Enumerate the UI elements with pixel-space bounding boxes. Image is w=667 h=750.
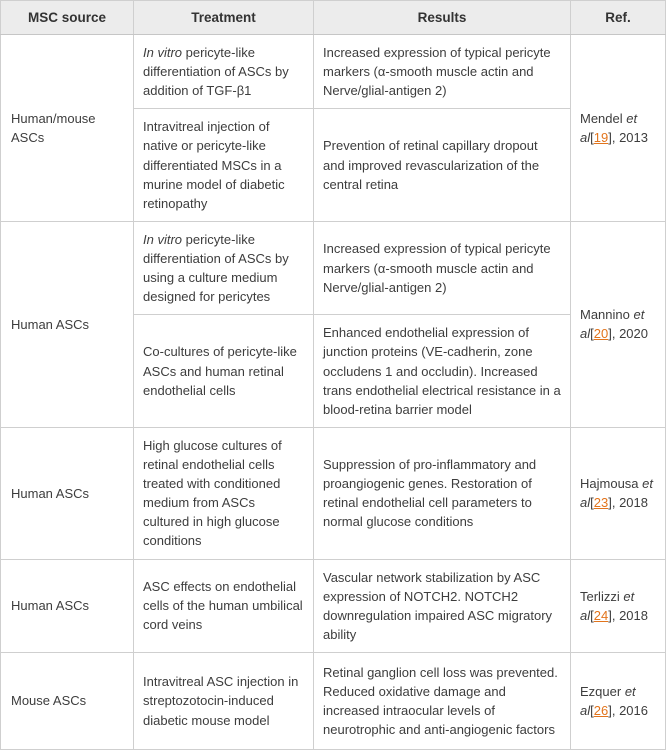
ref-bracket-close: ] [608, 702, 612, 718]
ref-year: , 2020 [611, 326, 648, 342]
msc-source-cell: Human ASCs [1, 221, 134, 427]
table-row [1, 559, 666, 652]
ref-bracket-open: [ [590, 495, 594, 511]
msc-source-cell: Mouse ASCs [1, 652, 134, 749]
ref-bracket-open: [ [590, 702, 594, 718]
ref-bracket-close: ] [608, 607, 612, 623]
ref-year: , 2016 [611, 702, 648, 718]
treatment-text: Intravitreal ASC injection in streptozotocin-induced diabetic mouse model [143, 674, 299, 728]
results-cell: Retinal ganglion cell loss was prevented. Reduced oxidative damage and increased intraocular levels of neurotrophic and anti-angiogenic factors [314, 652, 571, 749]
ref-year: , 2018 [611, 607, 648, 623]
ref-cell [571, 221, 666, 427]
ref-year: , 2013 [611, 129, 648, 145]
treatment-text: pericyte-like differentiation of ASCs by addition of TGF-β1 [143, 45, 289, 99]
results-cell: Increased expression of typical pericyte markers (α-smooth muscle actin and Nerve/glial-antigen 2) [314, 221, 571, 314]
results-cell: Increased expression of typical pericyte markers (α-smooth muscle actin and Nerve/glial-antigen 2) [314, 35, 571, 109]
table-row [1, 35, 666, 109]
results-cell: Enhanced endothelial expression of junction proteins (VE-cadherin, zone occludens 1 and occludin). Increased trans endothelial electrical resistance in a blood-retina barrier model [314, 315, 571, 428]
ref-bracket-close: ] [608, 129, 612, 145]
msc-source-cell: Human/mouse ASCs [1, 35, 134, 222]
reference-link[interactable]: 23 [593, 495, 609, 511]
ref-cell [571, 559, 666, 652]
results-cell: Suppression of pro-inflammatory and proangiogenic genes. Restoration of retinal endothelial cell parameters to normal glucose conditions [314, 427, 571, 559]
ref-bracket-open: [ [590, 607, 594, 623]
ref-cell [571, 652, 666, 749]
treatment-text: Intravitreal injection of native or pericyte-like differentiated MSCs in a murine model of diabetic retinopathy [143, 119, 285, 211]
treatment-cell [134, 109, 314, 222]
ref-cell [571, 427, 666, 559]
msc-source-cell: Human ASCs [1, 427, 134, 559]
results-cell: Prevention of retinal capillary dropout and improved revascularization of the central retina [314, 109, 571, 222]
ref-author: Terlizzi [580, 588, 620, 604]
col-header-results: Results [314, 1, 571, 35]
ref-etal: et al [580, 110, 638, 145]
treatment-text: High glucose cultures of retinal endothelial cells treated with conditioned medium from ASCs cultured in high glucose conditions [143, 437, 282, 549]
ref-author: Hajmousa [580, 476, 639, 492]
ref-etal: et al [580, 476, 653, 511]
treatment-italic-text: In vitro [143, 45, 183, 60]
table-row [1, 652, 666, 749]
treatment-cell [134, 652, 314, 749]
ref-author: Mendel [580, 110, 623, 126]
reference-link[interactable]: 26 [593, 702, 609, 718]
treatment-text: Co-cultures of pericyte-like ASCs and human retinal endothelial cells [143, 344, 297, 398]
msc-source-cell: Human ASCs [1, 559, 134, 652]
reference-link[interactable]: 20 [593, 326, 609, 342]
ref-bracket-open: [ [590, 129, 594, 145]
ref-bracket-close: ] [608, 326, 612, 342]
ref-etal: et al [580, 588, 635, 623]
treatment-cell [134, 221, 314, 314]
ref-author: Ezquer [580, 683, 622, 699]
table-row [1, 221, 666, 314]
col-header-treatment: Treatment [134, 1, 314, 35]
ref-cell [571, 35, 666, 222]
treatment-text: pericyte-like differentiation of ASCs by using a culture medium designed for pericytes [143, 231, 289, 305]
ref-author: Mannino [580, 307, 630, 323]
treatment-cell [134, 315, 314, 428]
col-header-ref: Ref. [571, 1, 666, 35]
col-header-msc-source: MSC source [1, 1, 134, 35]
ref-year: , 2018 [611, 495, 648, 511]
ref-etal: et al [580, 683, 636, 718]
results-cell: Vascular network stabilization by ASC expression of NOTCH2. NOTCH2 downregulation impaired ASC migratory ability [314, 559, 571, 652]
table-row [1, 427, 666, 559]
treatment-cell [134, 35, 314, 109]
ref-bracket-open: [ [590, 326, 594, 342]
treatment-cell [134, 427, 314, 559]
treatment-text: ASC effects on endothelial cells of the human umbilical cord veins [143, 579, 303, 633]
reference-link[interactable]: 24 [593, 607, 609, 623]
treatment-italic-text: In vitro [143, 231, 183, 247]
ref-bracket-close: ] [608, 495, 612, 511]
table-body [1, 35, 666, 750]
reference-link[interactable]: 19 [593, 129, 609, 145]
table-header-row [1, 1, 666, 35]
ref-etal: et al [580, 307, 645, 342]
treatment-cell [134, 559, 314, 652]
